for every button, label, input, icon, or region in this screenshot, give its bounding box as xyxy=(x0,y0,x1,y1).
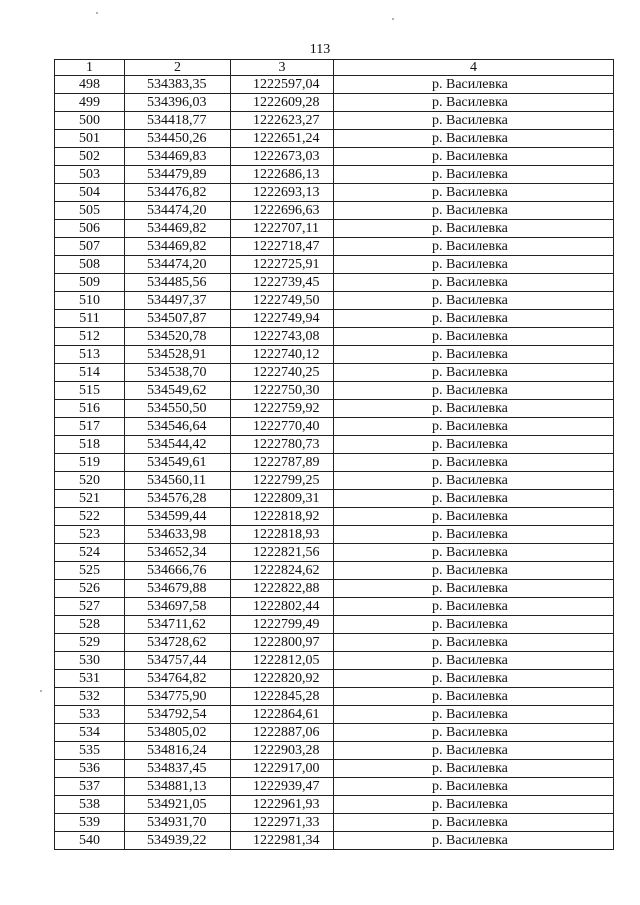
table-row xyxy=(55,490,614,508)
x-coordinate-cell: 534711,62 xyxy=(125,616,231,634)
x-coordinate-cell: 534757,44 xyxy=(125,652,231,670)
feature-name-cell: р. Василевка xyxy=(334,292,614,310)
y-coordinate-cell: 1222759,92 xyxy=(231,400,334,418)
feature-name-cell: р. Василевка xyxy=(334,400,614,418)
y-coordinate-cell: 1222800,97 xyxy=(231,634,334,652)
point-number-cell: 516 xyxy=(55,400,125,418)
feature-name-cell: р. Василевка xyxy=(334,688,614,706)
feature-name-cell: р. Василевка xyxy=(334,310,614,328)
point-number-cell: 523 xyxy=(55,526,125,544)
y-coordinate-cell: 1222981,34 xyxy=(231,832,334,850)
y-coordinate-cell: 1222939,47 xyxy=(231,778,334,796)
x-coordinate-cell: 534497,37 xyxy=(125,292,231,310)
point-number-cell: 522 xyxy=(55,508,125,526)
x-coordinate-cell: 534599,44 xyxy=(125,508,231,526)
table-row xyxy=(55,616,614,634)
y-coordinate-cell: 1222822,88 xyxy=(231,580,334,598)
point-number-cell: 537 xyxy=(55,778,125,796)
table-row xyxy=(55,832,614,850)
point-number-cell: 528 xyxy=(55,616,125,634)
feature-name-cell: р. Василевка xyxy=(334,454,614,472)
point-number-cell: 511 xyxy=(55,310,125,328)
x-coordinate-cell: 534666,76 xyxy=(125,562,231,580)
y-coordinate-cell: 1222750,30 xyxy=(231,382,334,400)
feature-name-cell: р. Василевка xyxy=(334,364,614,382)
feature-name-cell: р. Василевка xyxy=(334,94,614,112)
feature-name-cell: р. Василевка xyxy=(334,184,614,202)
table-row xyxy=(55,130,614,148)
x-coordinate-cell: 534697,58 xyxy=(125,598,231,616)
point-number-cell: 530 xyxy=(55,652,125,670)
y-coordinate-cell: 1222597,04 xyxy=(231,76,334,94)
x-coordinate-cell: 534792,54 xyxy=(125,706,231,724)
table-row xyxy=(55,310,614,328)
table-row xyxy=(55,328,614,346)
scan-speck xyxy=(40,690,42,692)
table-row xyxy=(55,742,614,760)
y-coordinate-cell: 1222917,00 xyxy=(231,760,334,778)
point-number-cell: 531 xyxy=(55,670,125,688)
table-row xyxy=(55,292,614,310)
point-number-cell: 524 xyxy=(55,544,125,562)
y-coordinate-cell: 1222707,11 xyxy=(231,220,334,238)
y-coordinate-cell: 1222725,91 xyxy=(231,256,334,274)
y-coordinate-cell: 1222961,93 xyxy=(231,796,334,814)
x-coordinate-cell: 534921,05 xyxy=(125,796,231,814)
feature-name-cell: р. Василевка xyxy=(334,166,614,184)
point-number-cell: 498 xyxy=(55,76,125,94)
scan-speck xyxy=(392,18,394,20)
feature-name-cell: р. Василевка xyxy=(334,742,614,760)
y-coordinate-cell: 1222799,49 xyxy=(231,616,334,634)
y-coordinate-cell: 1222609,28 xyxy=(231,94,334,112)
point-number-cell: 540 xyxy=(55,832,125,850)
feature-name-cell: р. Василевка xyxy=(334,148,614,166)
column-header-2: 2 xyxy=(125,60,231,76)
point-number-cell: 502 xyxy=(55,148,125,166)
table-row xyxy=(55,274,614,292)
feature-name-cell: р. Василевка xyxy=(334,256,614,274)
table-row xyxy=(55,598,614,616)
column-header-1: 1 xyxy=(55,60,125,76)
feature-name-cell: р. Василевка xyxy=(334,418,614,436)
x-coordinate-cell: 534469,83 xyxy=(125,148,231,166)
y-coordinate-cell: 1222696,63 xyxy=(231,202,334,220)
feature-name-cell: р. Василевка xyxy=(334,544,614,562)
x-coordinate-cell: 534633,98 xyxy=(125,526,231,544)
point-number-cell: 513 xyxy=(55,346,125,364)
y-coordinate-cell: 1222718,47 xyxy=(231,238,334,256)
x-coordinate-cell: 534837,45 xyxy=(125,760,231,778)
feature-name-cell: р. Василевка xyxy=(334,436,614,454)
table-row xyxy=(55,112,614,130)
feature-name-cell: р. Василевка xyxy=(334,598,614,616)
x-coordinate-cell: 534450,26 xyxy=(125,130,231,148)
y-coordinate-cell: 1222809,31 xyxy=(231,490,334,508)
point-number-cell: 533 xyxy=(55,706,125,724)
coordinates-table xyxy=(54,59,614,850)
table-row xyxy=(55,508,614,526)
x-coordinate-cell: 534474,20 xyxy=(125,256,231,274)
point-number-cell: 514 xyxy=(55,364,125,382)
table-row xyxy=(55,94,614,112)
feature-name-cell: р. Василевка xyxy=(334,634,614,652)
column-header-3: 3 xyxy=(231,60,334,76)
feature-name-cell: р. Василевка xyxy=(334,562,614,580)
point-number-cell: 500 xyxy=(55,112,125,130)
y-coordinate-cell: 1222743,08 xyxy=(231,328,334,346)
table-row xyxy=(55,706,614,724)
x-coordinate-cell: 534679,88 xyxy=(125,580,231,598)
point-number-cell: 501 xyxy=(55,130,125,148)
feature-name-cell: р. Василевка xyxy=(334,202,614,220)
point-number-cell: 520 xyxy=(55,472,125,490)
point-number-cell: 521 xyxy=(55,490,125,508)
y-coordinate-cell: 1222740,12 xyxy=(231,346,334,364)
table-row xyxy=(55,418,614,436)
y-coordinate-cell: 1222686,13 xyxy=(231,166,334,184)
y-coordinate-cell: 1222824,62 xyxy=(231,562,334,580)
y-coordinate-cell: 1222673,03 xyxy=(231,148,334,166)
point-number-cell: 538 xyxy=(55,796,125,814)
y-coordinate-cell: 1222845,28 xyxy=(231,688,334,706)
table-row xyxy=(55,760,614,778)
table-row xyxy=(55,382,614,400)
x-coordinate-cell: 534652,34 xyxy=(125,544,231,562)
feature-name-cell: р. Василевка xyxy=(334,706,614,724)
y-coordinate-cell: 1222802,44 xyxy=(231,598,334,616)
feature-name-cell: р. Василевка xyxy=(334,112,614,130)
x-coordinate-cell: 534805,02 xyxy=(125,724,231,742)
point-number-cell: 504 xyxy=(55,184,125,202)
y-coordinate-cell: 1222787,89 xyxy=(231,454,334,472)
x-coordinate-cell: 534479,89 xyxy=(125,166,231,184)
y-coordinate-cell: 1222739,45 xyxy=(231,274,334,292)
table-row xyxy=(55,400,614,418)
x-coordinate-cell: 534528,91 xyxy=(125,346,231,364)
table-row xyxy=(55,202,614,220)
point-number-cell: 525 xyxy=(55,562,125,580)
table-row xyxy=(55,238,614,256)
table-row xyxy=(55,796,614,814)
x-coordinate-cell: 534550,50 xyxy=(125,400,231,418)
table-row xyxy=(55,724,614,742)
x-coordinate-cell: 534764,82 xyxy=(125,670,231,688)
feature-name-cell: р. Василевка xyxy=(334,670,614,688)
y-coordinate-cell: 1222749,50 xyxy=(231,292,334,310)
y-coordinate-cell: 1222818,92 xyxy=(231,508,334,526)
table-row xyxy=(55,436,614,454)
y-coordinate-cell: 1222971,33 xyxy=(231,814,334,832)
y-coordinate-cell: 1222799,25 xyxy=(231,472,334,490)
table-row xyxy=(55,346,614,364)
feature-name-cell: р. Василевка xyxy=(334,580,614,598)
feature-name-cell: р. Василевка xyxy=(334,274,614,292)
y-coordinate-cell: 1222820,92 xyxy=(231,670,334,688)
feature-name-cell: р. Василевка xyxy=(334,328,614,346)
feature-name-cell: р. Василевка xyxy=(334,508,614,526)
table-row xyxy=(55,634,614,652)
table-body xyxy=(55,76,614,850)
point-number-cell: 518 xyxy=(55,436,125,454)
page-number: 113 xyxy=(309,42,331,57)
feature-name-cell: р. Василевка xyxy=(334,346,614,364)
feature-name-cell: р. Василевка xyxy=(334,760,614,778)
x-coordinate-cell: 534549,61 xyxy=(125,454,231,472)
feature-name-cell: р. Василевка xyxy=(334,652,614,670)
y-coordinate-cell: 1222903,28 xyxy=(231,742,334,760)
y-coordinate-cell: 1222780,73 xyxy=(231,436,334,454)
y-coordinate-cell: 1222740,25 xyxy=(231,364,334,382)
table-row xyxy=(55,526,614,544)
point-number-cell: 527 xyxy=(55,598,125,616)
feature-name-cell: р. Василевка xyxy=(334,238,614,256)
table-row xyxy=(55,562,614,580)
x-coordinate-cell: 534538,70 xyxy=(125,364,231,382)
y-coordinate-cell: 1222818,93 xyxy=(231,526,334,544)
x-coordinate-cell: 534576,28 xyxy=(125,490,231,508)
feature-name-cell: р. Василевка xyxy=(334,472,614,490)
table-row xyxy=(55,670,614,688)
feature-name-cell: р. Василевка xyxy=(334,382,614,400)
x-coordinate-cell: 534507,87 xyxy=(125,310,231,328)
table-row xyxy=(55,544,614,562)
point-number-cell: 519 xyxy=(55,454,125,472)
x-coordinate-cell: 534549,62 xyxy=(125,382,231,400)
x-coordinate-cell: 534485,56 xyxy=(125,274,231,292)
x-coordinate-cell: 534520,78 xyxy=(125,328,231,346)
y-coordinate-cell: 1222770,40 xyxy=(231,418,334,436)
point-number-cell: 505 xyxy=(55,202,125,220)
point-number-cell: 503 xyxy=(55,166,125,184)
table-row xyxy=(55,472,614,490)
feature-name-cell: р. Василевка xyxy=(334,796,614,814)
y-coordinate-cell: 1222651,24 xyxy=(231,130,334,148)
y-coordinate-cell: 1222887,06 xyxy=(231,724,334,742)
x-coordinate-cell: 534775,90 xyxy=(125,688,231,706)
feature-name-cell: р. Василевка xyxy=(334,130,614,148)
x-coordinate-cell: 534396,03 xyxy=(125,94,231,112)
feature-name-cell: р. Василевка xyxy=(334,220,614,238)
feature-name-cell: р. Василевка xyxy=(334,724,614,742)
feature-name-cell: р. Василевка xyxy=(334,616,614,634)
feature-name-cell: р. Василевка xyxy=(334,814,614,832)
y-coordinate-cell: 1222749,94 xyxy=(231,310,334,328)
x-coordinate-cell: 534469,82 xyxy=(125,238,231,256)
point-number-cell: 536 xyxy=(55,760,125,778)
point-number-cell: 515 xyxy=(55,382,125,400)
x-coordinate-cell: 534931,70 xyxy=(125,814,231,832)
y-coordinate-cell: 1222821,56 xyxy=(231,544,334,562)
table-row xyxy=(55,256,614,274)
table-row xyxy=(55,652,614,670)
point-number-cell: 499 xyxy=(55,94,125,112)
x-coordinate-cell: 534474,20 xyxy=(125,202,231,220)
table-row xyxy=(55,76,614,94)
table-row xyxy=(55,454,614,472)
point-number-cell: 507 xyxy=(55,238,125,256)
point-number-cell: 509 xyxy=(55,274,125,292)
x-coordinate-cell: 534476,82 xyxy=(125,184,231,202)
x-coordinate-cell: 534418,77 xyxy=(125,112,231,130)
x-coordinate-cell: 534816,24 xyxy=(125,742,231,760)
point-number-cell: 508 xyxy=(55,256,125,274)
x-coordinate-cell: 534560,11 xyxy=(125,472,231,490)
table-row xyxy=(55,148,614,166)
point-number-cell: 510 xyxy=(55,292,125,310)
x-coordinate-cell: 534728,62 xyxy=(125,634,231,652)
feature-name-cell: р. Василевка xyxy=(334,832,614,850)
table-row xyxy=(55,688,614,706)
point-number-cell: 506 xyxy=(55,220,125,238)
table-row xyxy=(55,184,614,202)
table-row xyxy=(55,814,614,832)
y-coordinate-cell: 1222864,61 xyxy=(231,706,334,724)
table-row xyxy=(55,580,614,598)
x-coordinate-cell: 534546,64 xyxy=(125,418,231,436)
point-number-cell: 526 xyxy=(55,580,125,598)
table-row xyxy=(55,778,614,796)
y-coordinate-cell: 1222623,27 xyxy=(231,112,334,130)
y-coordinate-cell: 1222693,13 xyxy=(231,184,334,202)
x-coordinate-cell: 534383,35 xyxy=(125,76,231,94)
column-header-4: 4 xyxy=(334,60,614,76)
table-row xyxy=(55,220,614,238)
feature-name-cell: р. Василевка xyxy=(334,76,614,94)
table-row xyxy=(55,364,614,382)
header-row xyxy=(55,60,614,76)
x-coordinate-cell: 534469,82 xyxy=(125,220,231,238)
point-number-cell: 534 xyxy=(55,724,125,742)
table-row xyxy=(55,166,614,184)
x-coordinate-cell: 534881,13 xyxy=(125,778,231,796)
scan-speck xyxy=(96,12,98,14)
feature-name-cell: р. Василевка xyxy=(334,778,614,796)
point-number-cell: 529 xyxy=(55,634,125,652)
point-number-cell: 539 xyxy=(55,814,125,832)
feature-name-cell: р. Василевка xyxy=(334,490,614,508)
feature-name-cell: р. Василевка xyxy=(334,526,614,544)
x-coordinate-cell: 534939,22 xyxy=(125,832,231,850)
point-number-cell: 535 xyxy=(55,742,125,760)
point-number-cell: 512 xyxy=(55,328,125,346)
y-coordinate-cell: 1222812,05 xyxy=(231,652,334,670)
point-number-cell: 532 xyxy=(55,688,125,706)
x-coordinate-cell: 534544,42 xyxy=(125,436,231,454)
point-number-cell: 517 xyxy=(55,418,125,436)
